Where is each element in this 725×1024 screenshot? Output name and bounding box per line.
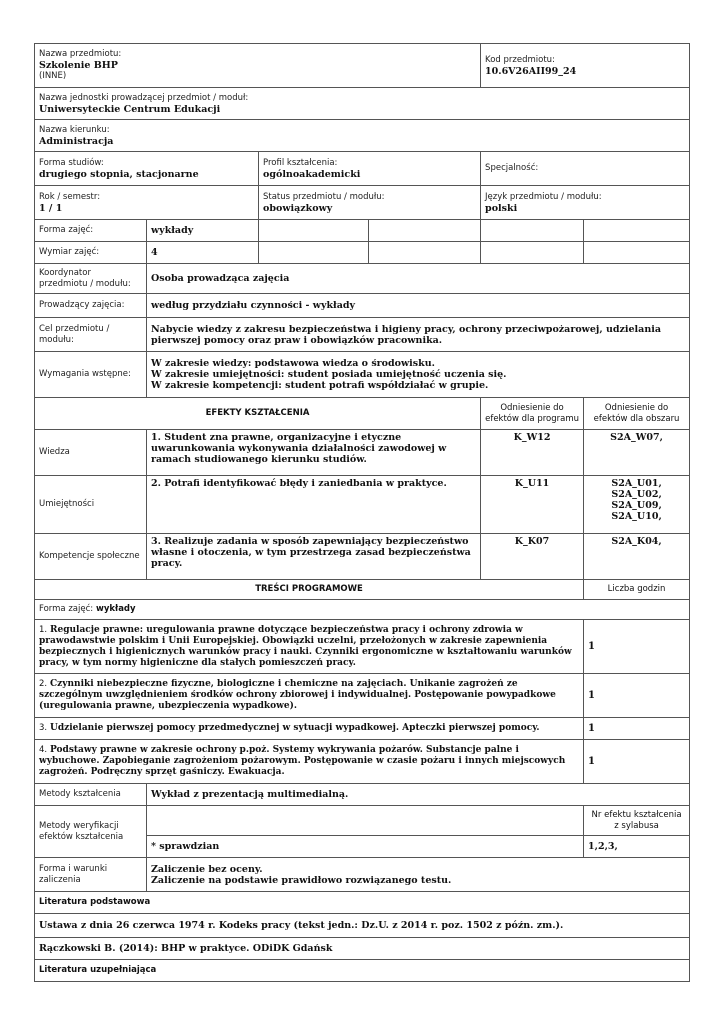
empty-cell bbox=[584, 220, 690, 242]
outcome-area-code: S2A_U02, bbox=[611, 489, 662, 500]
class-form-label: Forma zajęć: bbox=[35, 220, 147, 242]
outcome-area bbox=[584, 534, 690, 580]
req-line: W zakresie kompetencji: student potrafi współdziałać w grupie. bbox=[151, 380, 489, 391]
field-row bbox=[35, 120, 690, 152]
status-label: Status przedmiotu / modułu: bbox=[263, 191, 385, 202]
year-label: Rok / semestr: bbox=[39, 191, 101, 202]
status-value: obowiązkowy bbox=[263, 202, 333, 214]
outcome-program: K_W12 bbox=[481, 430, 584, 476]
class-hours-value: 4 bbox=[147, 242, 259, 264]
outcome-program: K_U11 bbox=[481, 476, 584, 534]
verify-head-row bbox=[35, 806, 690, 836]
lit-basic-title: Literatura podstawowa bbox=[35, 892, 690, 914]
lang-value: polski bbox=[485, 202, 518, 214]
class-hours-label: Wymiar zajęć: bbox=[35, 242, 147, 264]
syllabus-sheet bbox=[34, 43, 689, 982]
lit-basic-title-row bbox=[35, 892, 690, 914]
unit-label: Nazwa jednostki prowadzącej przedmiot / moduł: bbox=[39, 92, 249, 103]
goal-label: Cel przedmiotu / modułu: bbox=[35, 318, 147, 352]
outcome-row bbox=[35, 430, 690, 476]
lang-cell bbox=[481, 186, 690, 220]
year-cell bbox=[35, 186, 259, 220]
verify-nums: 1,2,3, bbox=[584, 836, 690, 858]
code-cell bbox=[481, 44, 690, 88]
profile-label: Profil kształcenia: bbox=[263, 157, 338, 168]
field-value: Administracja bbox=[39, 135, 114, 147]
goal-row bbox=[35, 318, 690, 352]
pass-label: Forma i warunki zaliczenia bbox=[35, 858, 147, 892]
unit-value: Uniwersyteckie Centrum Edukacji bbox=[39, 103, 221, 115]
content-item-hours: 1 bbox=[584, 718, 690, 740]
lit-extra-title-row bbox=[35, 960, 690, 982]
class-form-value: wykłady bbox=[147, 220, 259, 242]
outcome-category: Umiejętności bbox=[35, 476, 147, 534]
content-item bbox=[35, 740, 584, 784]
content-item-num: 4. bbox=[39, 745, 48, 755]
outcome-text: 2. Potrafi identyfikować błędy i zaniedbania w praktyce. bbox=[147, 476, 481, 534]
subject-name: Szkolenie BHP bbox=[39, 60, 118, 71]
teaching-value: Wykład z prezentacją multimedialną. bbox=[147, 784, 690, 806]
teacher-row bbox=[35, 294, 690, 318]
field-cell bbox=[35, 120, 690, 152]
content-item-num: 3. bbox=[39, 723, 48, 733]
lit-item: Ustawa z dnia 26 czerwca 1974 r. Kodeks pracy (tekst jedn.: Dz.U. z 2014 r. poz. 1502 z późn. zm.). bbox=[35, 914, 690, 938]
pass-line: Zaliczenie na podstawie prawidłowo rozwiązanego testu. bbox=[151, 874, 452, 886]
pass-row bbox=[35, 858, 690, 892]
outcome-area-code: S2A_K04, bbox=[611, 536, 662, 547]
content-item-hours: 1 bbox=[584, 620, 690, 674]
req-line: W zakresie wiedzy: podstawowa wiedza o środowisku. bbox=[151, 358, 435, 369]
subject-note: (INNE) bbox=[39, 71, 67, 81]
empty-cell bbox=[147, 806, 584, 836]
outcomes-header-row bbox=[35, 398, 690, 430]
verify-col: Nr efektu kształcenia z sylabusa bbox=[584, 806, 690, 836]
class-form-row bbox=[35, 220, 690, 242]
year-row bbox=[35, 186, 690, 220]
profile-cell bbox=[259, 152, 481, 186]
content-header-row bbox=[35, 580, 690, 600]
spec-label: Specjalność: bbox=[485, 163, 539, 173]
outcome-area bbox=[584, 476, 690, 534]
code-label: Kod przedmiotu: bbox=[485, 54, 555, 65]
lit-item-row bbox=[35, 914, 690, 938]
content-item-row bbox=[35, 740, 690, 784]
content-item-row bbox=[35, 674, 690, 718]
content-item-hours: 1 bbox=[584, 740, 690, 784]
unit-cell bbox=[35, 88, 690, 120]
subject-row bbox=[35, 44, 690, 88]
status-cell bbox=[259, 186, 481, 220]
content-form-value: wykłady bbox=[96, 604, 136, 614]
content-item-num: 2. bbox=[39, 679, 48, 689]
form-label: Forma studiów: bbox=[39, 157, 104, 168]
content-item-num: 1. bbox=[39, 624, 48, 635]
content-item-hours: 1 bbox=[584, 674, 690, 718]
outcome-program: K_K07 bbox=[481, 534, 584, 580]
goal-value: Nabycie wiedzy z zakresu bezpieczeństwa i higieny pracy, ochrony przeciwpożarowej, udzielania pierwszej pomocy oraz praw i obowiązków pracownika. bbox=[147, 318, 690, 352]
subject-label: Nazwa przedmiotu: bbox=[39, 49, 122, 59]
form-value: drugiego stopnia, stacjonarne bbox=[39, 168, 199, 180]
spec-cell bbox=[481, 152, 690, 186]
teacher-label: Prowadzący zajęcia: bbox=[35, 294, 147, 318]
req-row bbox=[35, 352, 690, 398]
outcome-row bbox=[35, 534, 690, 580]
empty-cell bbox=[481, 220, 584, 242]
outcomes-col-program: Odniesienie do efektów dla programu bbox=[481, 398, 584, 430]
coord-value: Osoba prowadząca zajęcia bbox=[147, 264, 690, 294]
content-form-row bbox=[35, 600, 690, 620]
subject-cell bbox=[35, 44, 481, 88]
content-title: TREŚCI PROGRAMOWE bbox=[35, 580, 584, 600]
outcome-text: 1. Student zna prawne, organizacyjne i etyczne uwarunkowania wykonywania działalności zawodowej w ramach studiowanego kierunku studiów. bbox=[147, 430, 481, 476]
empty-cell bbox=[584, 242, 690, 264]
code-value: 10.6V26AII99_24 bbox=[485, 65, 577, 77]
verify-label: Metody weryfikacji efektów kształcenia bbox=[35, 806, 147, 858]
content-item-text: Udzielanie pierwszej pomocy przedmedycznej w sytuacji wypadkowej. Apteczki pierwszej pomocy. bbox=[50, 723, 540, 733]
outcome-category: Kompetencje społeczne bbox=[35, 534, 147, 580]
pass-cell bbox=[147, 858, 690, 892]
outcome-category: Wiedza bbox=[35, 430, 147, 476]
coord-row bbox=[35, 264, 690, 294]
empty-cell bbox=[369, 242, 481, 264]
empty-cell bbox=[259, 220, 369, 242]
syllabus-table bbox=[34, 43, 690, 982]
verify-method: * sprawdzian bbox=[147, 836, 584, 858]
lang-label: Język przedmiotu / modułu: bbox=[485, 191, 602, 202]
form-cell bbox=[35, 152, 259, 186]
field-label: Nazwa kierunku: bbox=[39, 124, 110, 135]
empty-cell bbox=[259, 242, 369, 264]
profile-value: ogólnoakademicki bbox=[263, 168, 361, 180]
unit-row bbox=[35, 88, 690, 120]
teaching-label: Metody kształcenia bbox=[35, 784, 147, 806]
content-item-text: Regulacje prawne: uregulowania prawne dotyczące bezpieczeństwa pracy i ochrony zdrowia w prawodawstwie polskim i Unii Europejskiej. Obowiązki uczelni, przełożonych w zakresie zapewnienia bezpiecznych i higienicznych warunków pracy i nauki. Czynniki ergonomiczne w kształtowaniu warunków pracy, w tym normy higieniczne dla stałych pomieszczeń pracy. bbox=[39, 624, 572, 668]
outcome-area-code: S2A_U09, bbox=[611, 500, 662, 511]
content-form-cell bbox=[35, 600, 690, 620]
req-line: W zakresie umiejętności: student posiada umiejętność uczenia się. bbox=[151, 369, 507, 380]
outcome-text: 3. Realizuje zadania w sposób zapewniający bezpieczeństwo własne i otoczenia, w tym przestrzega zasad bezpieczeństwa pracy. bbox=[147, 534, 481, 580]
outcome-row bbox=[35, 476, 690, 534]
req-label: Wymagania wstępne: bbox=[35, 352, 147, 398]
lit-extra-title: Literatura uzupełniająca bbox=[35, 960, 690, 982]
class-hours-row bbox=[35, 242, 690, 264]
outcome-area-code: S2A_U01, bbox=[611, 478, 662, 489]
outcome-area-code: S2A_U10, bbox=[611, 511, 662, 522]
empty-cell bbox=[369, 220, 481, 242]
pass-line: Zaliczenie bez oceny. bbox=[151, 863, 263, 875]
outcome-area bbox=[584, 430, 690, 476]
teacher-value: według przydziału czynności - wykłady bbox=[147, 294, 690, 318]
content-item bbox=[35, 674, 584, 718]
year-value: 1 / 1 bbox=[39, 202, 63, 214]
empty-cell bbox=[481, 242, 584, 264]
outcomes-title: EFEKTY KSZTAŁCENIA bbox=[35, 398, 481, 430]
content-item-row bbox=[35, 718, 690, 740]
teaching-row bbox=[35, 784, 690, 806]
coord-label: Koordynator przedmiotu / modułu: bbox=[35, 264, 147, 294]
content-item-row bbox=[35, 620, 690, 674]
lit-item-row bbox=[35, 938, 690, 960]
content-item bbox=[35, 620, 584, 674]
form-row bbox=[35, 152, 690, 186]
outcome-area-code: S2A_W07, bbox=[610, 432, 663, 443]
lit-item: Rączkowski B. (2014): BHP w praktyce. ODiDK Gdańsk bbox=[35, 938, 690, 960]
content-item bbox=[35, 718, 584, 740]
content-form-label: Forma zajęć: bbox=[39, 604, 94, 614]
content-item-text: Podstawy prawne w zakresie ochrony p.poż. Systemy wykrywania pożarów. Substancje palne i wybuchowe. Zapobieganie zagrożeniom pożarowym. Postępowanie w czasie pożaru i innych miejscowych zagrożeń. Podręczny sprzęt gaśniczy. Ewakuacja. bbox=[39, 745, 566, 777]
content-hours-col: Liczba godzin bbox=[584, 580, 690, 600]
content-item-text: Czynniki niebezpieczne fizyczne, biologiczne i chemiczne na zajęciach. Unikanie zagrożeń ze szczególnym uwzględnieniem środków ochrony zbiorowej i indywidualnej. Postępowanie powypadkowe (uregulowania prawne, ubezpieczenia wypadkowe). bbox=[39, 679, 556, 711]
req-cell bbox=[147, 352, 690, 398]
outcomes-col-area: Odniesienie do efektów dla obszaru bbox=[584, 398, 690, 430]
